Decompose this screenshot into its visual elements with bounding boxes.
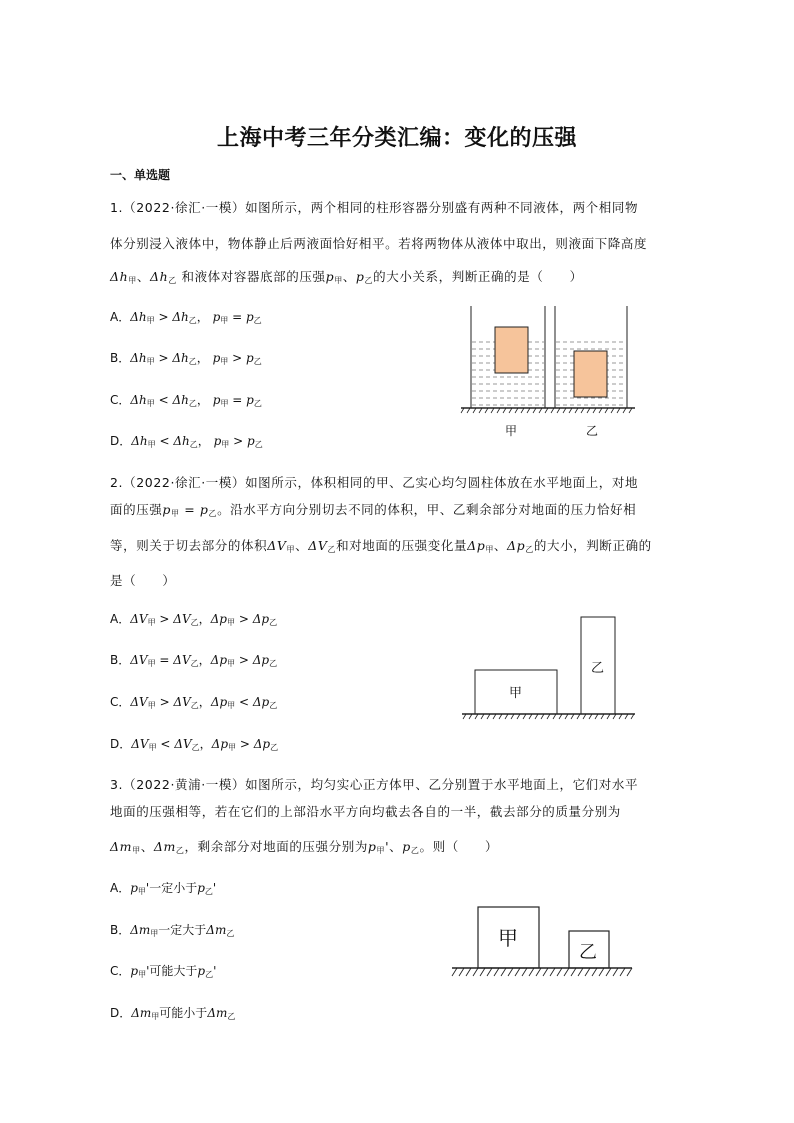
q1-block-jia — [495, 327, 528, 373]
q1-figure — [455, 302, 645, 442]
q1-line3: $\Delta h_甲$、$\Delta h_乙$ 和液体对容器底部的压强$p_甲$、$p_乙$的大小关系，判断正确的是（ ） — [110, 269, 583, 285]
section-heading: 一、单选题 — [110, 168, 171, 182]
q2-line1: 2.（2022·徐汇·一模）如图所示，体积相同的甲、乙实心均匀圆柱体放在水平地面上，对地 — [110, 475, 639, 490]
q2-figure — [460, 612, 640, 722]
q3-line3: $\Delta m_甲$、$\Delta m_乙$，剩余部分对地面的压强分别为$p_甲'$、$p_乙$。则（ ） — [110, 839, 499, 855]
q2-option-c[interactable]: C．$\Delta V_甲 > \Delta V_乙$，$\Delta p_甲 < \Delta p_乙$ — [110, 695, 278, 710]
q1-option-b[interactable]: B．$\Delta h_甲 > \Delta h_乙$， $p_甲 > p_乙$ — [110, 351, 262, 366]
q2-option-a[interactable]: A．$\Delta V_甲 > \Delta V_乙$，$\Delta p_甲 > \Delta p_乙$ — [110, 612, 278, 627]
q2-option-b[interactable]: B．$\Delta V_甲 = \Delta V_乙$，$\Delta p_甲 > \Delta p_乙$ — [110, 653, 278, 668]
q2-fig-label-jia: 甲 — [509, 686, 523, 701]
q1-line1: 1.（2022·徐汇·一模）如图所示，两个相同的柱形容器分别盛有两种不同液体，两个相同物 — [110, 200, 639, 215]
q1-line2: 体分别浸入液体中，物体静止后两液面恰好相平。若将两物体从液体中取出，则液面下降高度 — [110, 236, 648, 251]
q2-option-d[interactable]: D．$\Delta V_甲 < \Delta V_乙$，$\Delta p_甲 > \Delta p_乙$ — [110, 737, 279, 752]
q2-line2: 面的压强$p_甲 = p_乙$。沿水平方向分别切去不同的体积，甲、乙剩余部分对地面的压力恰好相 — [110, 502, 637, 518]
q3-option-d[interactable]: D．$\Delta m_甲$可能小于$\Delta m_乙$ — [110, 1006, 236, 1021]
q1-option-d[interactable]: D．$\Delta h_甲 < \Delta h_乙$， $p_甲 > p_乙$ — [110, 434, 263, 449]
q3-figure — [448, 902, 638, 984]
q2-line3: 等，则关于切去部分的体积$\Delta V_甲$、$\Delta V_乙$和对地面的压强变化量$\Delta p_甲$、$\Delta p_乙$的大小，判断正确的 — [110, 538, 652, 554]
q3-option-c[interactable]: C．$p_甲'$可能大于$p_乙'$ — [110, 964, 217, 979]
q3-line2: 地面的压强相等，若在它们的上部沿水平方向均截去各自的一半，截去部分的质量分别为 — [110, 804, 621, 819]
q2-fig-label-yi: 乙 — [591, 661, 605, 676]
q2-line4: 是（ ） — [110, 573, 176, 588]
q1-fig-label-yi: 乙 — [586, 424, 599, 438]
q1-block-yi — [574, 351, 607, 397]
q1-option-c[interactable]: C．$\Delta h_甲 < \Delta h_乙$， $p_甲 = p_乙$ — [110, 393, 262, 408]
q3-option-b[interactable]: B．$\Delta m_甲$一定大于$\Delta m_乙$ — [110, 923, 235, 938]
q1-option-a[interactable]: A．$\Delta h_甲 > \Delta h_乙$， $p_甲 = p_乙$ — [110, 310, 262, 325]
q3-fig-label-yi: 乙 — [579, 942, 597, 963]
q1-fig-label-jia: 甲 — [505, 424, 518, 438]
page-title: 上海中考三年分类汇编：变化的压强 — [216, 126, 577, 151]
q3-line1: 3.（2022·黄浦·一模）如图所示，均匀实心正方体甲、乙分别置于水平地面上，它们对水平 — [110, 777, 639, 792]
q3-fig-label-jia: 甲 — [498, 926, 518, 950]
q3-option-a[interactable]: A．$p_甲'$一定小于$p_乙'$ — [110, 881, 217, 896]
